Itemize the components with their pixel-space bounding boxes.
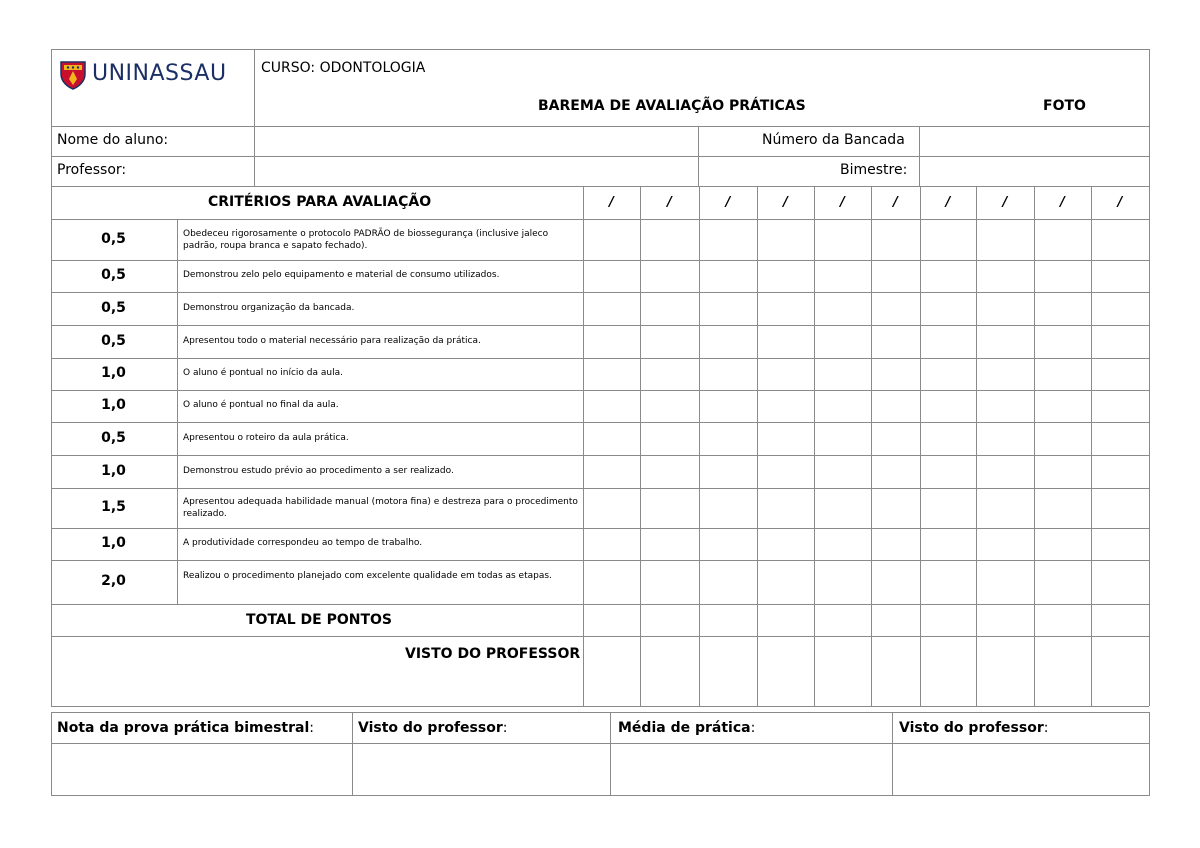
grid-line <box>51 488 1149 489</box>
criterion-text: Apresentou o roteiro da aula prática. <box>183 432 349 443</box>
grid-line <box>51 186 1149 187</box>
student-name-field[interactable] <box>255 126 698 156</box>
criterion-text: Realizou o procedimento planejado com excelente qualidade em todas as etapas. <box>183 571 552 581</box>
grid-line <box>699 186 700 706</box>
grid-line <box>51 219 1149 220</box>
bimester-field[interactable] <box>920 156 1149 186</box>
right-border <box>1149 49 1150 706</box>
grid-line <box>1091 186 1092 706</box>
grid-line <box>920 186 921 706</box>
professor-check-label-1: Visto do professor: <box>358 720 508 736</box>
grid-line <box>51 260 1149 261</box>
professor-field[interactable] <box>255 156 698 186</box>
table-bottom-border <box>51 706 1149 707</box>
institution-logo <box>60 58 250 92</box>
grid-line <box>976 186 977 706</box>
criterion-text: Obedeceu rigorosamente o protocolo PADRÃO de biossegurança (inclusive jaleco padrão, roupa branca e sapato fechado). <box>183 228 549 251</box>
date-slash: / <box>725 195 731 210</box>
grid-line <box>51 358 1149 359</box>
grid-line <box>871 186 872 706</box>
course-label: CURSO: ODONTOLOGIA <box>261 60 426 76</box>
date-slash: / <box>1117 195 1123 210</box>
grid-line <box>640 186 641 706</box>
grid-line <box>51 292 1149 293</box>
date-slash: / <box>1060 195 1065 210</box>
date-slash: / <box>667 195 672 210</box>
footer-line <box>1149 712 1150 796</box>
logo-text: UNINASSAU <box>92 61 227 86</box>
criterion-text: Demonstrou organização da bancada. <box>183 302 355 313</box>
student-name-label: Nome do aluno: <box>57 132 169 148</box>
date-slash: / <box>783 195 788 210</box>
criterion-points: 0,5 <box>101 267 126 283</box>
grid-line <box>51 636 1149 637</box>
grid-line <box>51 422 1149 423</box>
bimester-exam-grade-label: Nota da prova prática bimestral: <box>57 720 314 736</box>
criterion-text: O aluno é pontual no final da aula. <box>183 400 339 410</box>
photo-label: FOTO <box>1043 98 1086 114</box>
footer-bottom-border <box>51 795 1149 796</box>
criterion-points: 2,0 <box>101 573 126 589</box>
bench-number-field[interactable] <box>920 126 1149 156</box>
criterion-points: 1,0 <box>101 397 126 413</box>
date-slash: / <box>945 195 951 210</box>
practice-average-field[interactable] <box>611 744 892 795</box>
grid-line <box>51 560 1149 561</box>
criterion-points: 1,0 <box>101 462 126 479</box>
criterion-text: Apresentou adequada habilidade manual (motora fina) e destreza para o procedimento realizado. <box>183 497 578 519</box>
criterion-text: Apresentou todo o material necessário para realização da prática. <box>183 335 481 346</box>
criterion-points: 0,5 <box>101 230 126 247</box>
total-points-label: TOTAL DE PONTOS <box>246 612 393 628</box>
grid-line <box>757 186 758 706</box>
date-slash: / <box>893 195 898 210</box>
date-slash: / <box>1002 195 1008 210</box>
date-slash: / <box>609 195 614 210</box>
grid-line <box>51 325 1149 326</box>
grid-line <box>1034 186 1035 706</box>
criterion-points: 0,5 <box>101 332 126 349</box>
criterion-points: 0,5 <box>101 429 126 446</box>
bimester-exam-grade-field[interactable] <box>52 744 352 795</box>
footer-top-border <box>51 712 1149 713</box>
criterion-points: 1,0 <box>101 535 126 551</box>
top-border <box>51 49 1149 50</box>
criterion-text: Demonstrou zelo pelo equipamento e material de consumo utilizados. <box>183 270 500 280</box>
bench-number-label: Número da Bancada <box>762 132 905 148</box>
practice-average-label: Média de prática: <box>618 720 756 736</box>
grid-line <box>51 528 1149 529</box>
professor-label: Professor: <box>57 162 127 178</box>
professor-check-label-2: Visto do professor: <box>899 720 1049 736</box>
date-slash: / <box>840 195 845 210</box>
grid-line <box>177 219 178 604</box>
grid-line <box>814 186 815 706</box>
professor-check-field-2[interactable] <box>893 744 1149 795</box>
grid-line <box>698 126 699 186</box>
criterion-points: 0,5 <box>101 299 126 316</box>
criteria-header: CRITÉRIOS PARA AVALIAÇÃO <box>208 194 432 210</box>
grid-line <box>51 604 1149 605</box>
grid-line <box>583 186 584 706</box>
form-title: BAREMA DE AVALIAÇÃO PRÁTICAS <box>538 98 806 114</box>
professor-signature-label: VISTO DO PROFESSOR <box>405 646 581 662</box>
criterion-text: O aluno é pontual no início da aula. <box>183 368 343 378</box>
criterion-text: A produtividade correspondeu ao tempo de trabalho. <box>183 538 423 548</box>
professor-check-field-1[interactable] <box>353 744 610 795</box>
grid-line <box>51 390 1149 391</box>
criterion-points: 1,5 <box>101 499 126 515</box>
grid-line <box>51 455 1149 456</box>
criterion-points: 1,0 <box>101 365 126 381</box>
criterion-text: Demonstrou estudo prévio ao procedimento a ser realizado. <box>183 465 454 476</box>
bimester-label: Bimestre: <box>840 162 908 178</box>
shield-icon <box>60 60 86 90</box>
